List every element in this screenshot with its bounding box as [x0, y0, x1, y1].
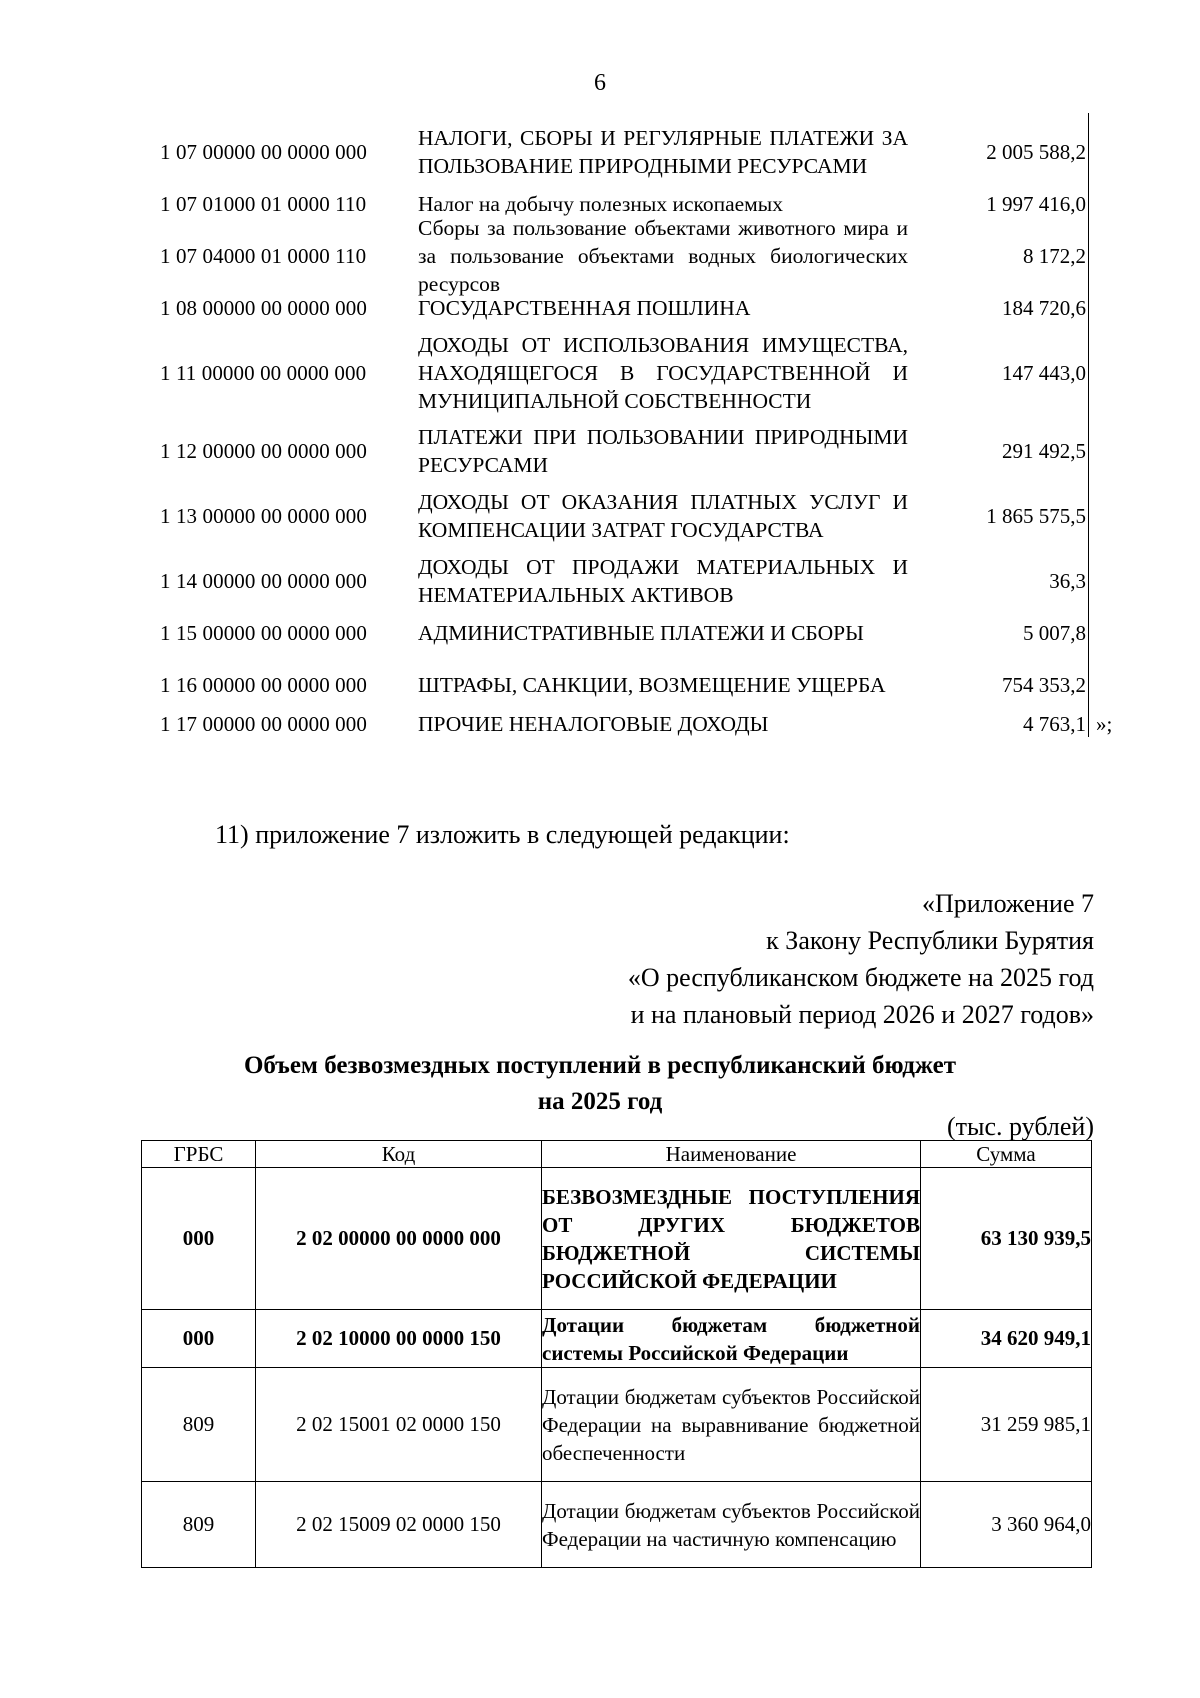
row-amount: 291 492,5: [1002, 438, 1086, 463]
header-sum: Сумма: [921, 1141, 1092, 1168]
row-code: 1 11 00000 00 0000 000: [160, 360, 367, 385]
cell-name: БЕЗВОЗМЕЗДНЫЕ ПОСТУПЛЕНИЯ ОТ ДРУГИХ БЮДЖЕТОВ БЮДЖЕТНОЙ СИСТЕМЫ РОССИЙСКОЙ ФЕДЕРАЦИИ: [542, 1168, 921, 1310]
table-row: [160, 321, 1090, 425]
table-row: [142, 1368, 1092, 1482]
row-amount: 36,3: [1049, 568, 1086, 593]
closing-quote-mark: »;: [1096, 711, 1113, 736]
row-amount: 4 763,1: [1023, 711, 1086, 736]
page-number: 6: [594, 70, 606, 96]
header-name: Наименование: [542, 1141, 921, 1168]
row-code: 1 13 00000 00 0000 000: [160, 503, 367, 528]
table-row: [160, 477, 1090, 555]
header-code: Код: [256, 1141, 542, 1168]
table-row: [160, 217, 1090, 295]
cell-name: Дотации бюджетам субъектов Российской Федерации на частичную компенсацию: [542, 1482, 921, 1568]
row-code: 1 14 00000 00 0000 000: [160, 568, 367, 593]
cell-sum: 63 130 939,5: [921, 1168, 1092, 1310]
row-name: ПЛАТЕЖИ ПРИ ПОЛЬЗОВАНИИ ПРИРОДНЫМИ РЕСУРСАМИ: [418, 425, 908, 477]
cell-grbs: 809: [142, 1482, 256, 1568]
table-header-row: [142, 1141, 1092, 1168]
header-grbs: ГРБС: [142, 1141, 256, 1168]
row-code: 1 16 00000 00 0000 000: [160, 672, 367, 697]
row-code: 1 15 00000 00 0000 000: [160, 620, 367, 645]
cell-code: 2 02 10000 00 0000 150: [256, 1310, 542, 1368]
appendix-line: «О республиканском бюджете на 2025 год: [627, 963, 1094, 992]
row-name: НАЛОГИ, СБОРЫ И РЕГУЛЯРНЫЕ ПЛАТЕЖИ ЗА ПОЛЬЗОВАНИЕ ПРИРОДНЫМИ РЕСУРСАМИ: [418, 126, 908, 178]
document-title: [0, 1048, 1200, 1120]
cell-name: Дотации бюджетам бюджетной системы Российской Федерации: [542, 1310, 921, 1368]
row-amount: 8 172,2: [1023, 243, 1086, 268]
row-code: 1 07 01000 01 0000 110: [160, 191, 367, 216]
table-row: [160, 295, 1090, 321]
row-amount: 5 007,8: [1023, 620, 1086, 645]
table-row: [142, 1168, 1092, 1310]
row-name: Налог на добычу полезных ископаемых: [418, 192, 783, 216]
title-line: на 2025 год: [537, 1088, 663, 1115]
cell-name: Дотации бюджетам субъектов Российской Федерации на выравнивание бюджетной обеспеченности: [542, 1368, 921, 1482]
row-amount: 1 997 416,0: [986, 191, 1086, 216]
title-line: Объем безвозмездных поступлений в республиканский бюджет: [243, 1052, 957, 1079]
row-name: Сборы за пользование объектами животного мира и за пользование объектами водных биологических ресурсов: [418, 216, 908, 296]
appendix-header: [628, 885, 1094, 1033]
table-row: [142, 1482, 1092, 1568]
row-code: 1 07 00000 00 0000 000: [160, 139, 367, 164]
units-label: (тыс. рублей): [946, 1112, 1094, 1141]
cell-code: 2 02 15001 02 0000 150: [256, 1368, 542, 1482]
row-code: 1 12 00000 00 0000 000: [160, 438, 367, 463]
paragraph-item-11: 11) приложение 7 изложить в следующей редакции:: [215, 820, 790, 849]
table-row: [160, 555, 1090, 607]
row-amount: 754 353,2: [1002, 672, 1086, 697]
cell-sum: 3 360 964,0: [921, 1482, 1092, 1568]
table-row: [142, 1310, 1092, 1368]
row-name: ШТРАФЫ, САНКЦИИ, ВОЗМЕЩЕНИЕ УЩЕРБА: [418, 673, 886, 697]
row-name: ГОСУДАРСТВЕННАЯ ПОШЛИНА: [418, 296, 751, 320]
table-row: [160, 607, 1090, 659]
revenue-table-continuation: [160, 113, 1113, 737]
appendix-line: к Закону Республики Бурятия: [766, 926, 1094, 955]
cell-grbs: 000: [142, 1310, 256, 1368]
table-row: [160, 659, 1090, 711]
cell-sum: 34 620 949,1: [921, 1310, 1092, 1368]
grants-table: [141, 1140, 1092, 1568]
row-name: АДМИНИСТРАТИВНЫЕ ПЛАТЕЖИ И СБОРЫ: [418, 621, 864, 645]
row-code: 1 07 04000 01 0000 110: [160, 243, 367, 268]
cell-code: 2 02 00000 00 0000 000: [256, 1168, 542, 1310]
row-amount: 2 005 588,2: [986, 139, 1086, 164]
table-right-border: [1088, 113, 1089, 737]
row-name: ДОХОДЫ ОТ ИСПОЛЬЗОВАНИЯ ИМУЩЕСТВА, НАХОДЯЩЕГОСЯ В ГОСУДАРСТВЕННОЙ И МУНИЦИПАЛЬНОЙ СОБСТВЕННОСТИ: [418, 333, 908, 413]
table-row: [160, 711, 1113, 737]
appendix-line: и на плановый период 2026 и 2027 годов»: [630, 1000, 1094, 1029]
cell-grbs: 000: [142, 1168, 256, 1310]
appendix-line: «Приложение 7: [921, 889, 1094, 918]
row-amount: 147 443,0: [1002, 360, 1086, 385]
row-amount: 184 720,6: [1002, 295, 1086, 320]
table-row: [160, 113, 1090, 191]
row-code: 1 17 00000 00 0000 000: [160, 711, 367, 736]
row-name: ДОХОДЫ ОТ ПРОДАЖИ МАТЕРИАЛЬНЫХ И НЕМАТЕРИАЛЬНЫХ АКТИВОВ: [418, 555, 908, 607]
row-name: ДОХОДЫ ОТ ОКАЗАНИЯ ПЛАТНЫХ УСЛУГ И КОМПЕНСАЦИИ ЗАТРАТ ГОСУДАРСТВА: [418, 490, 908, 542]
cell-code: 2 02 15009 02 0000 150: [256, 1482, 542, 1568]
cell-grbs: 809: [142, 1368, 256, 1482]
row-amount: 1 865 575,5: [986, 503, 1086, 528]
row-code: 1 08 00000 00 0000 000: [160, 295, 367, 320]
table-row: [160, 425, 1090, 477]
row-name: ПРОЧИЕ НЕНАЛОГОВЫЕ ДОХОДЫ: [418, 712, 769, 736]
cell-sum: 31 259 985,1: [921, 1368, 1092, 1482]
